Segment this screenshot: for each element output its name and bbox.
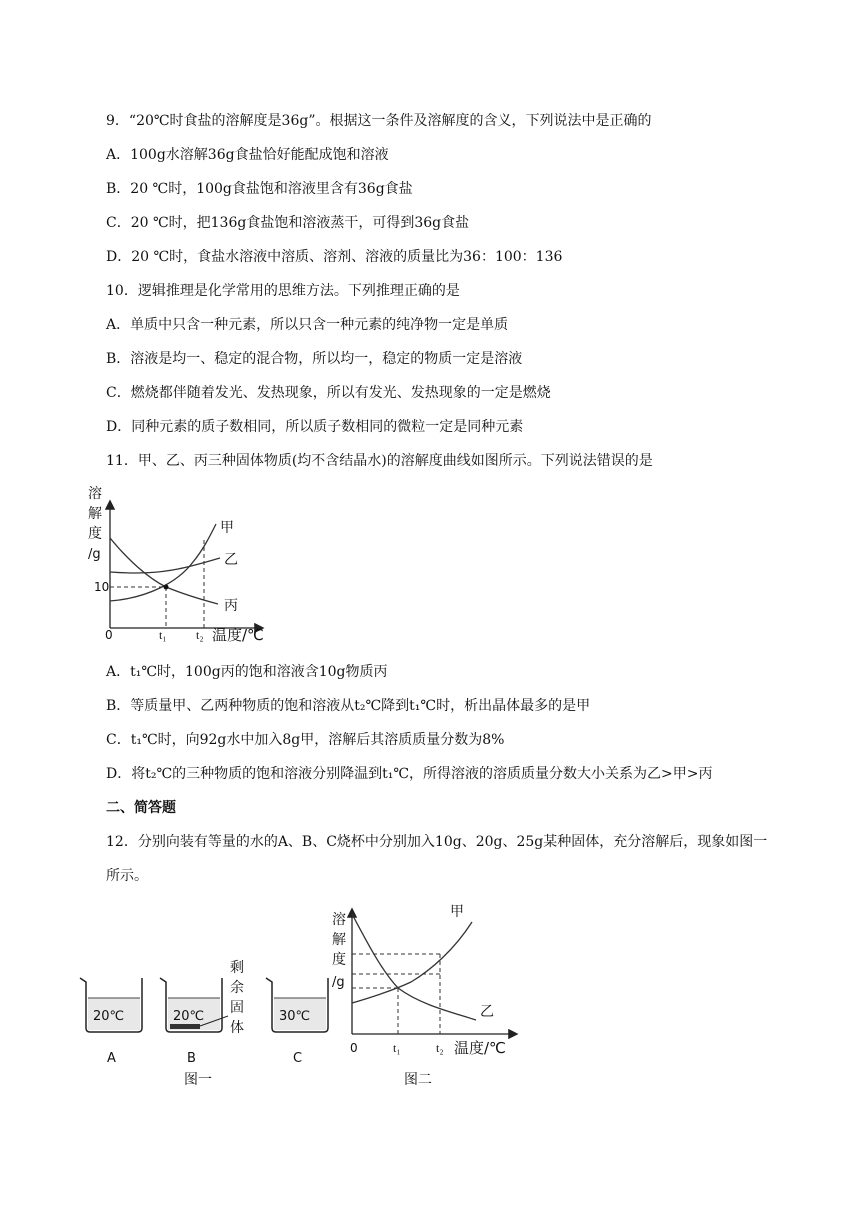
q11-option-d: D．将t₂℃的三种物质的饱和溶液分别降温到t₁℃，所得溶液的溶质质量分数大小关系为乙>甲>丙: [106, 766, 713, 782]
q12-stem: 12．分别向装有等量的水的A、B、C烧杯中分别加入10g、20g、25g某种固体，充分溶解后，现象如图一: [106, 834, 768, 850]
curve-yi: [352, 914, 476, 1020]
beaker-a-label: A: [107, 1051, 116, 1066]
q10-option-c: C．燃烧都伴随着发光、发热现象，所以有发光、发热现象的一定是燃烧: [106, 385, 551, 401]
figure-one-caption: 图一: [184, 1072, 212, 1088]
residual-solid: [170, 1024, 200, 1029]
q9-stem: 9．“20℃时食盐的溶解度是36g”。根据这一条件及溶解度的含义，下列说法中是正确的: [106, 113, 652, 129]
beaker-c: [266, 978, 328, 1066]
ylabel-char: 溶: [88, 486, 102, 502]
origin-label: 0: [350, 1041, 358, 1055]
ylabel-char: 解: [88, 506, 102, 522]
x-axis-label: 温度/℃: [454, 1039, 506, 1057]
q10-option-a: A．单质中只含一种元素，所以只含一种元素的纯净物一定是单质: [106, 317, 509, 333]
residual-note-char: 剩: [230, 960, 244, 976]
figure-two-caption: 图二: [404, 1072, 432, 1088]
q9-option-c: C．20 ℃时，把136g食盐饱和溶液蒸干，可得到36g食盐: [106, 215, 470, 231]
residual-note-char: 余: [230, 980, 244, 996]
q11-stem: 11．甲、乙、丙三种固体物质(均不含结晶水)的溶解度曲线如图所示。下列说法错误的是: [106, 453, 653, 469]
t1-label: t₁: [159, 628, 167, 642]
q12-stem-continued: 所示。: [106, 868, 148, 884]
beaker-b-temp: 20℃: [173, 1009, 205, 1024]
beaker-c-temp: 30℃: [279, 1009, 311, 1024]
figure-one-beakers: [76, 958, 336, 1090]
beaker-a-temp: 20℃: [93, 1009, 125, 1024]
series-jia-label: 甲: [220, 520, 234, 536]
q9-option-a: A．100g水溶解36g食盐恰好能配成饱和溶液: [106, 147, 389, 163]
intersection-point: [164, 585, 169, 590]
t2-label: t₂: [436, 1041, 444, 1055]
ylabel-char: /g: [332, 975, 345, 990]
ylabel-char: 度: [332, 952, 346, 968]
q9-option-d: D．20 ℃时，食盐水溶液中溶质、溶剂、溶液的质量比为36：100：136: [106, 249, 563, 265]
q11-option-b: B．等质量甲、乙两种物质的饱和溶液从t₂℃降到t₁℃时，析出晶体最多的是甲: [106, 698, 591, 714]
series-yi-label: 乙: [480, 1004, 494, 1020]
q9-option-b: B．20 ℃时，100g食盐饱和溶液里含有36g食盐: [106, 181, 413, 197]
figure-two-solubility-graph: [326, 900, 526, 1092]
x-axis-label: 温度/℃: [212, 626, 264, 644]
section-heading: 二、简答题: [106, 800, 176, 816]
q10-option-d: D．同种元素的质子数相同，所以质子数相同的微粒一定是同种元素: [106, 419, 524, 435]
ylabel-char: 度: [88, 526, 102, 542]
q11-solubility-graph: [78, 482, 278, 648]
series-jia-label: 甲: [450, 904, 464, 920]
q11-option-c: C．t₁℃时，向92g水中加入8g甲，溶解后其溶质质量分数为8%: [106, 732, 505, 748]
residual-note-char: 体: [230, 1020, 244, 1036]
ylabel-char: /g: [88, 547, 101, 562]
q10-stem: 10．逻辑推理是化学常用的思维方法。下列推理正确的是: [106, 283, 460, 299]
beaker-b: [160, 978, 228, 1066]
series-yi-label: 乙: [224, 552, 238, 568]
ylabel-char: 解: [332, 932, 346, 948]
ylabel-char: 溶: [332, 912, 346, 928]
curve-jia: [110, 524, 216, 601]
beaker-a: [80, 978, 142, 1066]
t2-label: t₂: [196, 628, 204, 642]
beaker-c-label: C: [293, 1051, 303, 1066]
q11-option-a: A．t₁℃时，100g丙的饱和溶液含10g物质丙: [106, 664, 388, 680]
t1-label: t₁: [393, 1041, 401, 1055]
q10-option-b: B．溶液是均一、稳定的混合物，所以均一，稳定的物质一定是溶液: [106, 351, 523, 367]
series-bing-label: 丙: [224, 598, 238, 614]
residual-note-char: 固: [230, 1000, 244, 1016]
curve-jia: [352, 922, 472, 1003]
beaker-b-label: B: [187, 1051, 196, 1066]
y-tick-10: 10: [94, 580, 110, 594]
origin-label: 0: [105, 628, 113, 642]
